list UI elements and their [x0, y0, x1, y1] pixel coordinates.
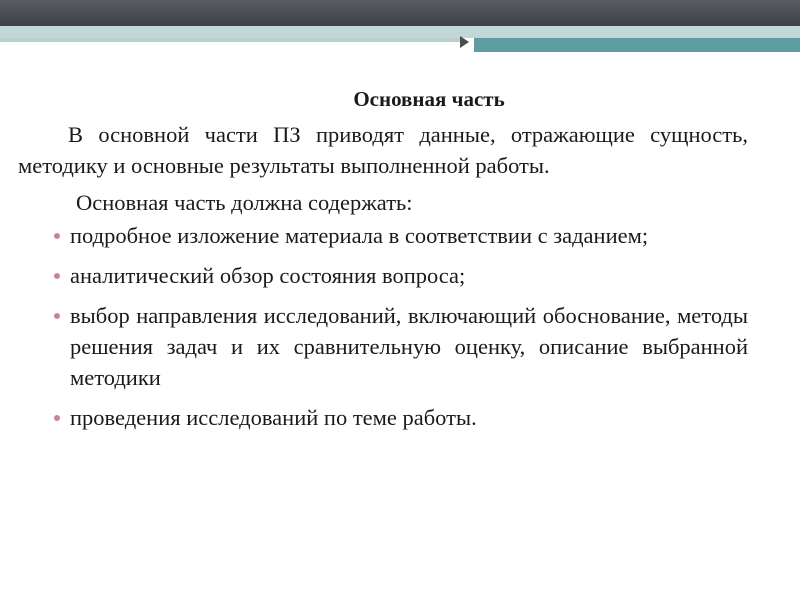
list-item: [18, 300, 748, 393]
bullet-icon: [54, 313, 60, 319]
top-decor-bar: [0, 0, 800, 26]
bullet-text: проведения исследований по теме работы.: [70, 405, 477, 430]
list-item: [18, 402, 748, 433]
bullet-icon: [54, 273, 60, 279]
bullet-text: аналитический обзор состояния вопроса;: [70, 263, 466, 288]
list-item: [18, 260, 748, 291]
subheading: Основная часть должна содержать:: [76, 190, 413, 215]
decor-stripe: [0, 26, 800, 52]
bullet-list: [18, 220, 748, 433]
bullet-text: подробное изложение материала в соответствии с заданием;: [70, 223, 649, 248]
list-item: [18, 220, 748, 251]
stripe-accent: [474, 38, 800, 52]
slide-content: [18, 84, 748, 442]
stripe-light: [0, 26, 800, 38]
intro-paragraph: В основной части ПЗ приводят данные, отражающие сущность, методику и основные результаты выполненной работы.: [18, 122, 748, 178]
slide-heading: Основная часть: [353, 87, 505, 111]
bullet-text: выбор направления исследований, включающий обоснование, методы решения задач и их сравнительную оценку, описание выбранной методики: [70, 303, 748, 390]
bullet-icon: [54, 415, 60, 421]
stripe-light-lower: [0, 38, 460, 42]
bullet-icon: [54, 233, 60, 239]
arrow-right-icon: [460, 36, 469, 48]
